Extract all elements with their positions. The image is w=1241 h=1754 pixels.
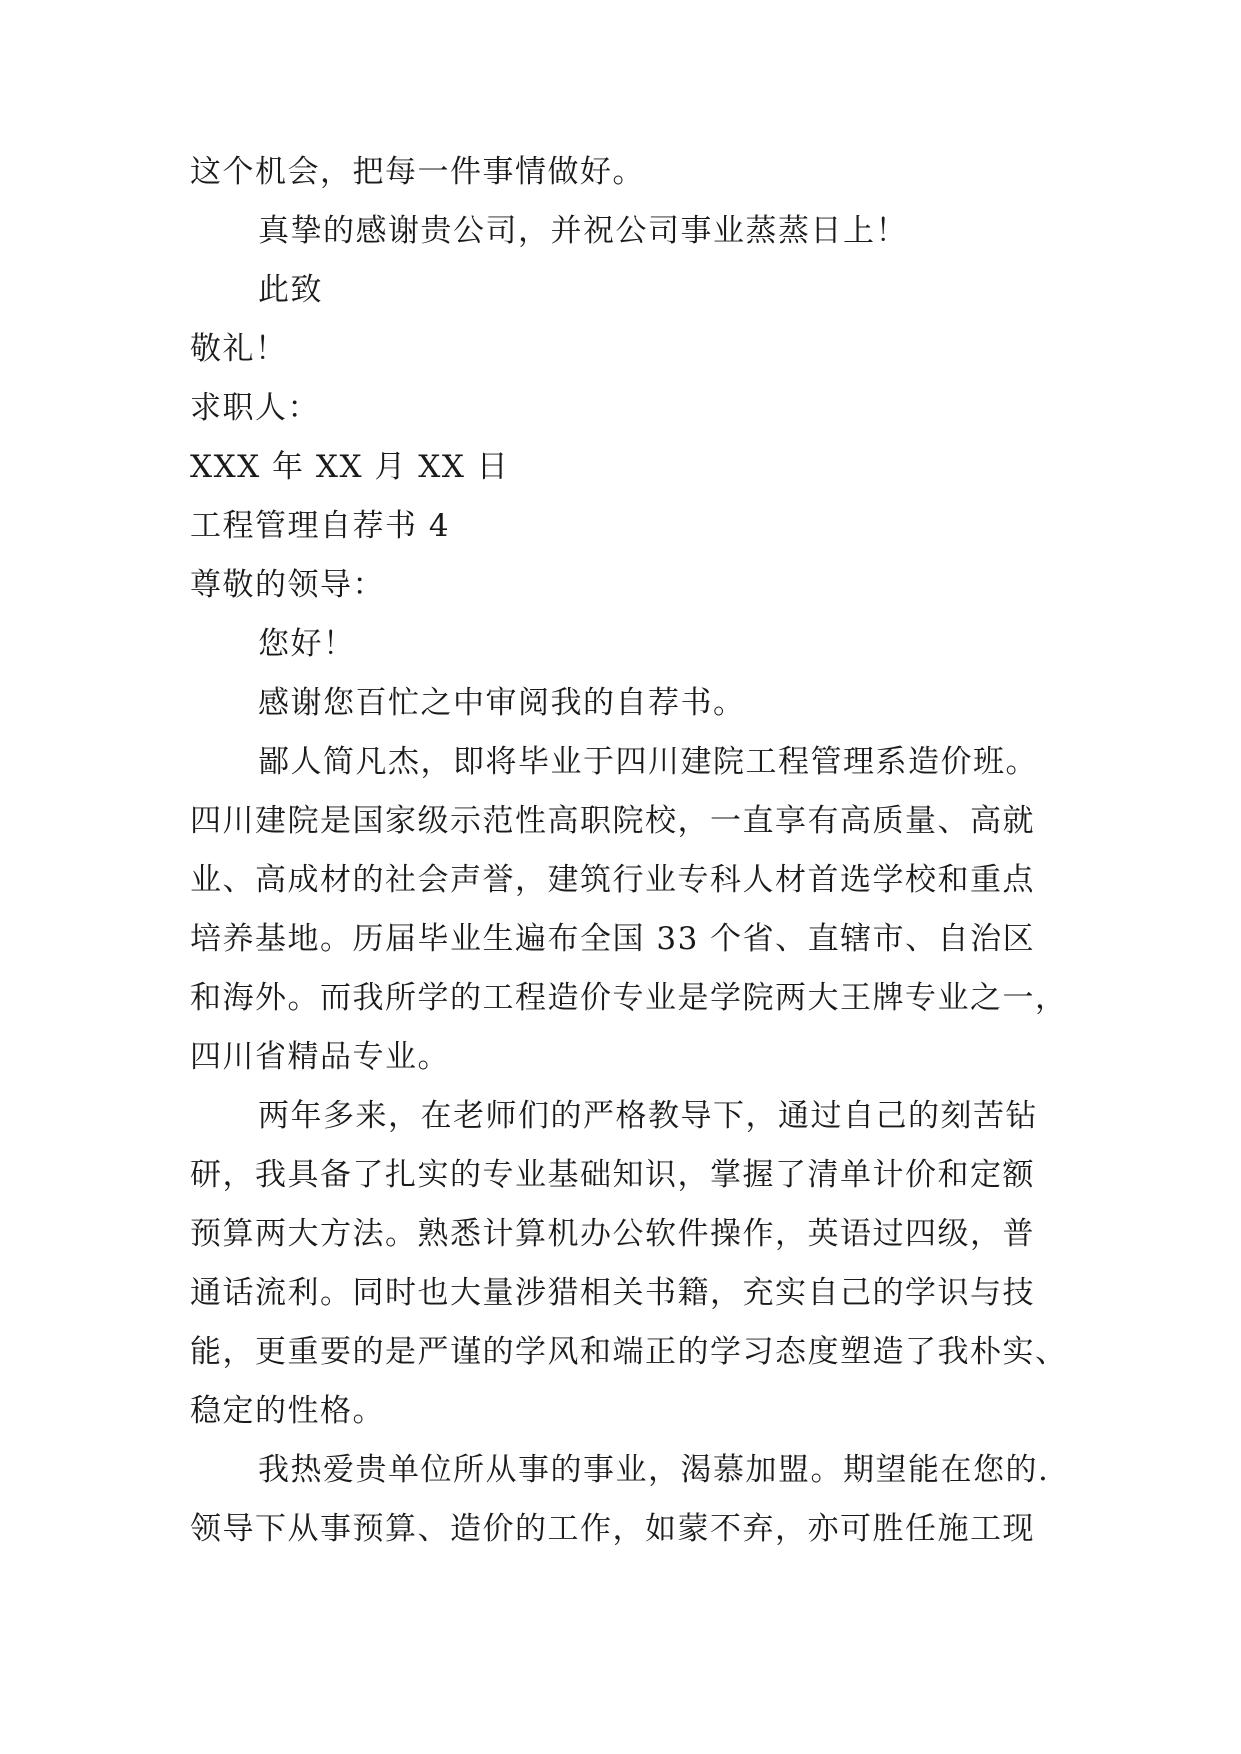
text-line: 真挚的感谢贵公司，并祝公司事业蒸蒸日上！ <box>258 213 908 249</box>
text-line: 通话流利。同时也大量涉猎相关书籍，充实自己的学识与技 <box>190 1275 1035 1311</box>
text-line: 业、高成材的社会声誉，建筑行业专科人材首选学校和重点 <box>190 862 1035 898</box>
text-line: 此致 <box>258 272 323 308</box>
text-line: 能，更重要的是严谨的学风和端正的学习态度塑造了我朴实、 <box>190 1334 1068 1370</box>
text-line: 培养基地。历届毕业生遍布全国 33 个省、直辖市、自治区 <box>190 921 1036 957</box>
text-line: 四川省精品专业。 <box>190 1039 450 1075</box>
text-line: 尊敬的领导： <box>190 567 385 603</box>
text-line: 感谢您百忙之中审阅我的自荐书。 <box>258 685 746 721</box>
text-line: 这个机会，把每一件事情做好。 <box>190 154 645 190</box>
text-line: 研，我具备了扎实的专业基础知识，掌握了清单计价和定额 <box>190 1157 1035 1193</box>
text-line: XXX 年 XX 月 XX 日 <box>190 449 510 485</box>
text-line: 鄙人简凡杰，即将毕业于四川建院工程管理系造价班。 <box>258 744 1038 780</box>
text-line: 稳定的性格。 <box>190 1393 385 1429</box>
text-line: 预算两大方法。熟悉计算机办公软件操作，英语过四级，普 <box>190 1216 1035 1252</box>
text-line: 您好！ <box>258 626 356 662</box>
text-line: 求职人： <box>190 390 320 426</box>
text-line: 工程管理自荐书 4 <box>190 508 451 544</box>
text-line: 领导下从事预算、造价的工作，如蒙不弃，亦可胜任施工现 <box>190 1511 1035 1547</box>
text-line: 和海外。而我所学的工程造价专业是学院两大王牌专业之一， <box>190 980 1068 1016</box>
text-line: 敬礼！ <box>190 331 288 367</box>
text-line: 两年多来，在老师们的严格教导下，通过自己的刻苦钻 <box>258 1098 1038 1134</box>
text-line: 我热爱贵单位所从事的事业，渴慕加盟。期望能在您的. <box>258 1452 1050 1488</box>
text-line: 四川建院是国家级示范性高职院校，一直享有高质量、高就 <box>190 803 1035 839</box>
